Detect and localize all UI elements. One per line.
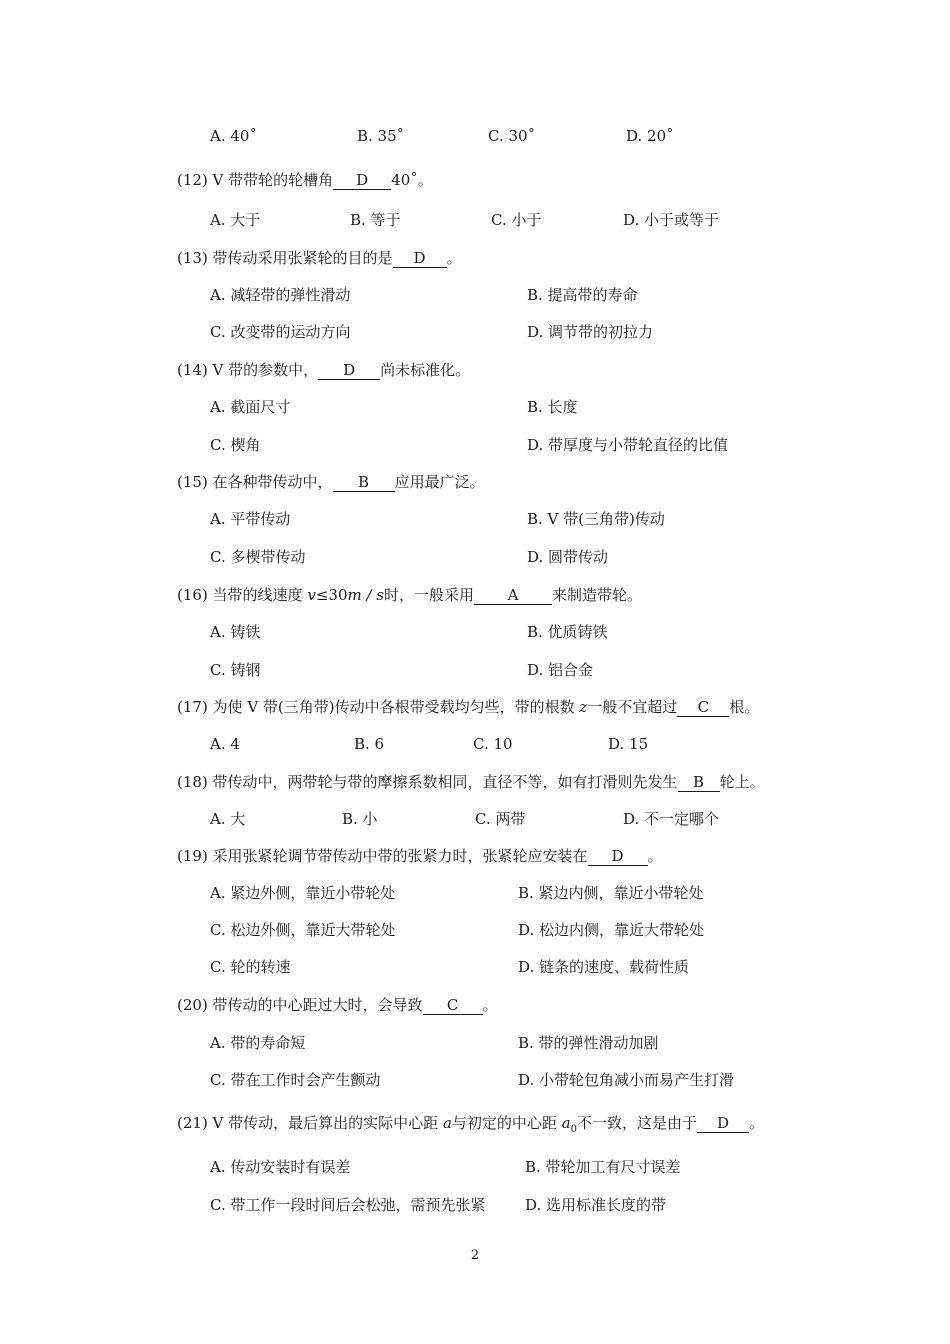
- question-16-answer: A: [474, 587, 552, 605]
- question-16-suffix: 来制造带轮。: [552, 586, 643, 604]
- question-13: [177, 248, 462, 268]
- q18-option-d: D. 不一定哪个: [623, 810, 720, 828]
- question-15-suffix: 应用最广泛。: [394, 473, 485, 491]
- q20-option-a: A. 带的寿命短: [210, 1034, 306, 1052]
- q20-option-c: C. 带在工作时会产生颤动: [210, 1071, 381, 1089]
- question-17: [177, 697, 759, 717]
- q17-option-d: D. 15: [608, 735, 649, 753]
- question-12-suffix: 40˚。: [391, 171, 433, 189]
- q13-option-a: A. 减轻带的弹性滑动: [210, 286, 351, 304]
- question-14-text: (14) V 带的参数中，: [177, 361, 319, 379]
- formula-variable-v: v: [307, 586, 316, 604]
- q11-option-b: B. 35˚: [357, 127, 405, 145]
- q21-option-a: A. 传动安装时有误差: [210, 1158, 351, 1176]
- question-19-suffix: 。: [647, 847, 663, 865]
- question-17-text: (17) 为使 V 带(三角带)传动中各根带受载均匀些，带的根数: [177, 698, 575, 716]
- q20-option-d: D. 小带轮包角减小而易产生打滑: [518, 1071, 735, 1089]
- question-14: [177, 360, 470, 380]
- question-18: [177, 772, 765, 792]
- question-16-middle: 时，一般采用: [384, 586, 475, 604]
- q12-option-c: C. 小于: [491, 211, 542, 229]
- q19-option-c-extra: C. 轮的转速: [210, 958, 291, 976]
- question-18-text: (18) 带传动中，两带轮与带的摩擦系数相同，直径不等，如有打滑则先发生: [177, 773, 678, 791]
- page-number: 2: [470, 1248, 480, 1263]
- q18-option-c: C. 两带: [475, 810, 526, 828]
- q15-option-d: D. 圆带传动: [527, 548, 609, 566]
- q14-option-a: A. 截面尺寸: [210, 398, 291, 416]
- q21-option-d: D. 选用标准长度的带: [525, 1196, 667, 1214]
- q14-option-b: B. 长度: [527, 398, 578, 416]
- question-21: [177, 1113, 764, 1140]
- question-13-suffix: 。: [446, 249, 462, 267]
- question-15: [177, 472, 485, 492]
- question-15-text: (15) 在各种带传动中，: [177, 473, 333, 491]
- q19-option-d-extra: D. 链条的速度、载荷性质: [518, 958, 690, 976]
- q18-option-b: B. 小: [342, 810, 378, 828]
- q14-option-d: D. 带厚度与小带轮直径的比值: [527, 436, 729, 454]
- question-21-suffix: 。: [749, 1114, 765, 1132]
- question-19-answer: D: [588, 848, 648, 866]
- q20-option-b: B. 带的弹性滑动加剧: [518, 1034, 659, 1052]
- q19-option-a: A. 紧边外侧，靠近小带轮处: [210, 884, 396, 902]
- formula-relation: ≤30: [315, 586, 348, 604]
- q19-option-c: C. 松边外侧，靠近大带轮处: [210, 921, 396, 939]
- q18-option-a: A. 大: [210, 810, 246, 828]
- question-13-answer: D: [393, 250, 447, 268]
- formula-unit: m / s: [347, 586, 384, 604]
- q11-option-a: A. 40˚: [210, 127, 257, 145]
- question-17-answer: C: [677, 699, 729, 717]
- q21-option-c: C. 带工作一段时间后会松弛，需预先张紧: [210, 1196, 486, 1214]
- q12-option-b: B. 等于: [350, 211, 401, 229]
- q19-option-b: B. 紧边内侧，靠近小带轮处: [518, 884, 704, 902]
- q16-option-d: D. 铝合金: [527, 661, 594, 679]
- question-19: [177, 846, 663, 866]
- question-17-middle: 一般不宜超过: [587, 698, 678, 716]
- q15-option-a: A. 平带传动: [210, 510, 291, 528]
- q21-option-b: B. 带轮加工有尺寸误差: [525, 1158, 681, 1176]
- question-12-text: (12) V 带带轮的轮槽角: [177, 171, 334, 189]
- question-14-suffix: 尚未标准化。: [380, 361, 471, 379]
- q17-option-c: C. 10: [473, 735, 513, 753]
- q12-option-a: A. 大于: [210, 211, 261, 229]
- q13-option-d: D. 调节带的初拉力: [527, 323, 654, 341]
- question-12-answer: D: [333, 172, 391, 190]
- question-18-suffix: 轮上。: [719, 773, 765, 791]
- question-21-middle-2: 不一致，这是由于: [577, 1114, 698, 1132]
- q17-option-b: B. 6: [354, 735, 385, 753]
- question-16: [177, 585, 642, 605]
- q11-option-c: C. 30˚: [488, 127, 536, 145]
- variable-a0-subscript: 0: [570, 1124, 578, 1135]
- question-20: [177, 995, 498, 1015]
- question-19-text: (19) 采用张紧轮调节带传动中带的张紧力时，张紧轮应安装在: [177, 847, 588, 865]
- q17-option-a: A. 4: [210, 735, 240, 753]
- question-16-text: (16) 当带的线速度: [177, 586, 303, 604]
- question-12: [177, 170, 433, 190]
- q19-option-d: D. 松边内侧，靠近大带轮处: [518, 921, 705, 939]
- question-18-answer: B: [678, 774, 720, 792]
- q13-option-c: C. 改变带的运动方向: [210, 323, 351, 341]
- question-21-middle-1: 与初定的中心距: [451, 1114, 557, 1132]
- question-14-answer: D: [318, 362, 380, 380]
- question-17-suffix: 根。: [729, 698, 760, 716]
- q11-option-d: D. 20˚: [626, 127, 674, 145]
- question-20-answer: C: [423, 997, 483, 1015]
- q15-option-c: C. 多楔带传动: [210, 548, 306, 566]
- question-20-suffix: 。: [482, 996, 498, 1014]
- question-20-text: (20) 带传动的中心距过大时，会导致: [177, 996, 423, 1014]
- q12-option-d: D. 小于或等于: [623, 211, 720, 229]
- q13-option-b: B. 提高带的寿命: [527, 286, 638, 304]
- variable-a: a: [442, 1114, 452, 1132]
- question-21-text: (21) V 带传动，最后算出的实际中心距: [177, 1114, 439, 1132]
- variable-z: z: [579, 698, 588, 716]
- question-13-text: (13) 带传动采用张紧轮的目的是: [177, 249, 393, 267]
- question-21-answer: D: [697, 1115, 749, 1133]
- q16-option-c: C. 铸钢: [210, 661, 261, 679]
- variable-a0: a: [561, 1114, 571, 1132]
- q16-option-a: A. 铸铁: [210, 623, 261, 641]
- question-15-answer: B: [333, 474, 395, 492]
- q14-option-c: C. 楔角: [210, 436, 261, 454]
- q16-option-b: B. 优质铸铁: [527, 623, 608, 641]
- q15-option-b: B. V 带(三角带)传动: [527, 510, 665, 528]
